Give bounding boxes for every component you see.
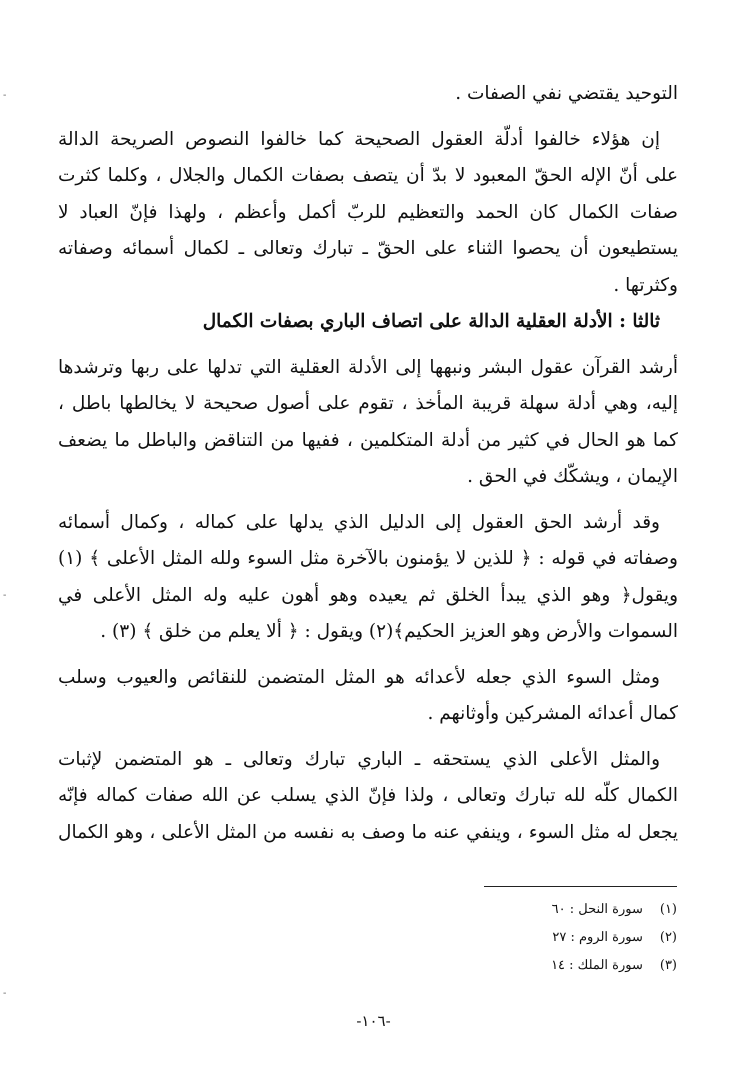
footnote-item [420,952,677,980]
text-line: صفات الكمال كان الحمد والتعظيم للربّ أكمل وأعظم ، ولهذا فإنّ العباد لا [58,201,678,223]
text-line: يستطيعون أن يحصوا الثناء على الحقّ ـ تبارك وتعالى ـ لكمال أسمائه وصفاته [58,238,678,259]
text-line: كمال أعدائه المشركين وأوثانهم . [427,703,678,724]
footnote-item [420,924,677,952]
text-line: يجعل له مثل السوء ، وينفي عنه ما وصف به نفسه من المثل الأعلى ، وهو الكمال [58,821,678,843]
text-line: إليه، وهي أدلة سهلة قريبة المأخذ ، تقوم على أصول صحيحة لا يخالطها باطل ، [58,393,678,414]
text-line: ويقول﴿ وهو الذي يبدأ الخلق ثم يعيده وهو أهون عليه وله المثل الأعلى في [58,584,678,606]
paragraph-3 [58,505,678,651]
page-number: -١٠٦- [356,1012,391,1030]
paragraph-2 [58,350,678,496]
footnote-text: سورة الروم : ٢٧ [552,930,643,945]
text-line: أرشد القرآن عقول البشر ونبهها إلى الأدلة العقلية التي تدلها على ربها وترشدها [58,356,678,378]
text-line: التوحيد يقتضي نفي الصفات . [455,83,678,104]
footnote-text: سورة النحل : ٦٠ [551,902,643,917]
footnote-text: سورة الملك : ١٤ [551,958,643,973]
paragraph-5 [58,742,678,852]
footnote-number: (١) [659,902,677,917]
text-line: وكثرتها . [613,274,678,296]
page-body [58,76,678,851]
scan-mark: - [3,988,7,999]
scan-mark: - [3,590,7,601]
text-line: الإيمان ، ويشكّك في الحق . [467,466,678,487]
scan-mark: - [3,90,7,101]
section-heading: ثالثا : الأدلة العقلية الدالة على اتصاف الباري بصفات الكمال [202,311,660,332]
footnote-number: (٣) [659,958,677,973]
text-line: وصفاته في قوله : ﴿ للذين لا يؤمنون بالآخرة مثل السوء ولله المثل الأعلى ﴾ (١) [58,548,678,569]
text-line: على أنّ الإله الحقّ المعبود لا بدّ أن يتصف بصفات الكمال والجلال ، وكلما كثرت [58,165,678,186]
footnotes [420,896,677,980]
text-line: إن هؤلاء خالفوا أدلّة العقول الصحيحة كما خالفوا النصوص الصريحة الدالة [58,128,660,150]
footnote-item [420,896,677,924]
text-line: ومثل السوء الذي جعله لأعدائه هو المثل المتضمن للنقائص والعيوب وسلب [58,666,660,688]
text-line: الكمال كلّه لله تبارك وتعالى ، ولذا فإنّ الذي يسلب عن الله صفات كماله فإنّه [58,785,678,806]
text-line: وقد أرشد الحق العقول إلى الدليل الذي يدلها على كماله ، وكمال أسمائه [58,511,660,533]
footnote-divider [484,886,677,887]
footnote-number: (٢) [659,930,677,945]
text-line: والمثل الأعلى الذي يستحقه ـ الباري تبارك وتعالى ـ هو المتضمن لإثبات [58,748,660,770]
text-line: كما هو الحال في كثير من أدلة المتكلمين ، ففيها من التناقض والباطل ما يضعف [58,429,678,451]
paragraph-1 [58,122,678,305]
text-line: السموات والأرض وهو العزيز الحكيم﴾(٢) ويقول : ﴿ ألا يعلم من خلق ﴾ (٣) . [100,621,678,642]
paragraph-4 [58,660,678,733]
